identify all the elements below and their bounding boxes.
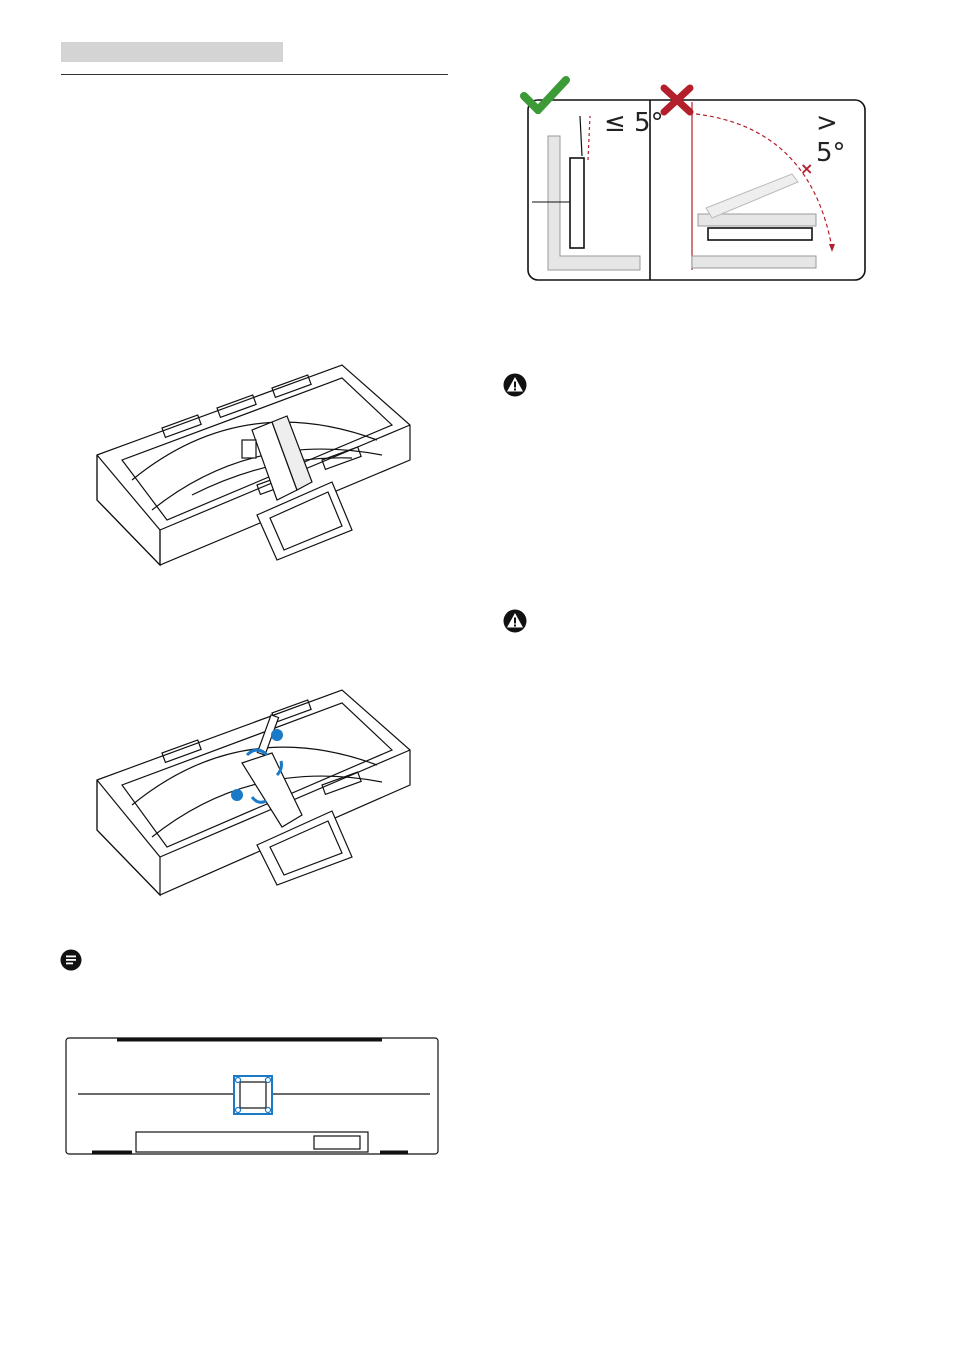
tilt-bad-label: > 5° [816, 108, 846, 168]
stand-removal-illustration [92, 685, 422, 900]
stand-in-box-illustration [92, 360, 422, 570]
monitor-back-vesa-illustration [62, 1036, 442, 1158]
check-icon [520, 76, 570, 114]
tilt-ok-label: ≤ 5° [604, 108, 664, 138]
warning-icon [503, 609, 527, 638]
header-rule [61, 74, 448, 75]
warning-icon [503, 373, 527, 402]
svg-text:×: × [800, 159, 814, 178]
section-header-bar [61, 42, 283, 62]
cross-icon [660, 84, 694, 116]
tilt-angle-illustration [520, 78, 870, 283]
note-icon [60, 949, 82, 976]
